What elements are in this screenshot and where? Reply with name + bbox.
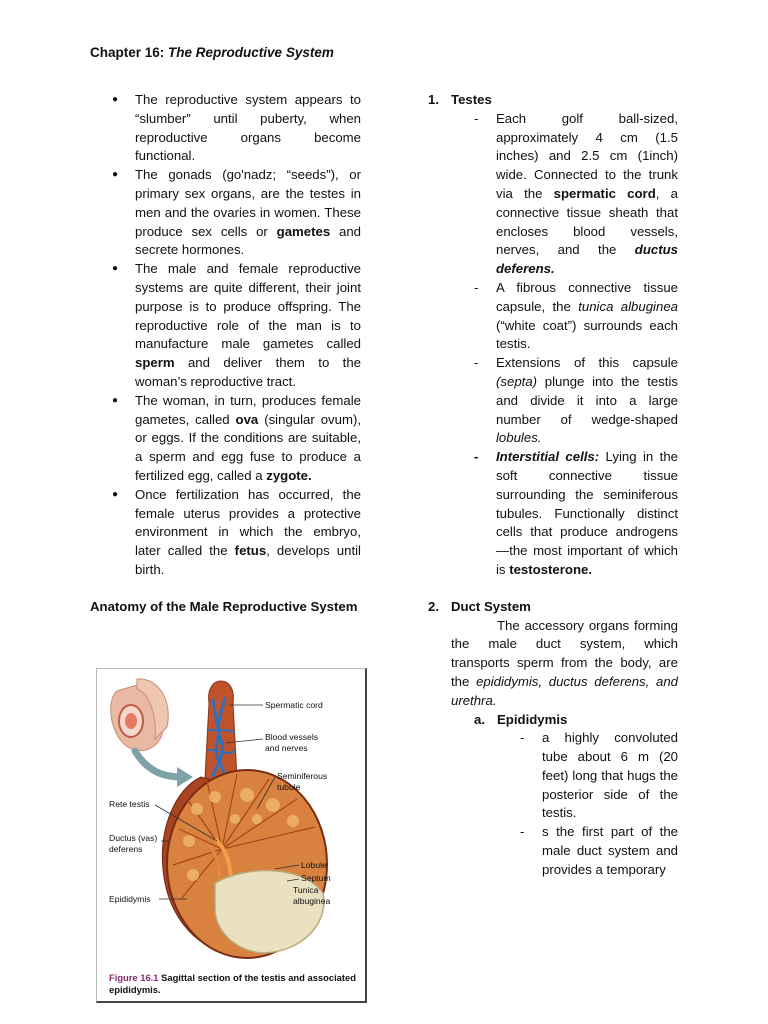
label-epididymis: Epididymis <box>109 894 151 904</box>
left-column <box>90 91 361 617</box>
testes-list <box>428 110 678 580</box>
testis-illustration <box>97 669 363 969</box>
testes-item: - A fibrous connective tissue capsule, the tunica albuginea (“white coat”) surrounds each testis. <box>496 279 678 354</box>
epididymis-list <box>428 729 678 879</box>
label-rete-testis: Rete testis <box>109 799 150 809</box>
bullet-item: ● The reproductive system appears to “slumber” until puberty, when reproductive organs become functional. <box>90 91 361 166</box>
chapter-title: The Reproductive System <box>168 45 334 60</box>
epididymis-heading: a. Epididymis <box>474 711 568 727</box>
testes-item: - Extensions of this capsule (septa) plunge into the testis and divide it into a large number of wedge-shaped lobules. <box>496 354 678 448</box>
chapter-heading <box>90 45 334 60</box>
label-blood-vessels: Blood vessels <box>265 732 319 742</box>
figure-caption <box>109 972 359 996</box>
label-and-nerves: and nerves <box>265 743 308 753</box>
intro-bullet-list <box>90 91 361 580</box>
testes-heading: 1. Testes <box>428 92 492 107</box>
figure-number: Figure 16.1 <box>109 972 159 983</box>
bullet-item: ● The woman, in turn, produces female gametes, called ova (singular ovum), or eggs. If the conditions are suitable, a sperm and egg fuse to produce a fertilized egg, called a zygote. <box>90 392 361 486</box>
chapter-number: Chapter 16: <box>90 45 165 60</box>
bullet-item: ● Once fertilization has occurred, the female uterus provides a protective environment in which the embryo, later called the fetus, develops until birth. <box>90 486 361 580</box>
duct-system-intro: The accessory organs forming the male duct system, which transports sperm from the body, are the epididymis, ductus deferens, and urethra. <box>451 617 679 708</box>
duct-system-heading: 2. Duct System <box>428 598 531 614</box>
label-lobule: Lobule <box>301 860 327 870</box>
label-seminiferous: Seminiferous <box>277 771 328 781</box>
epididymis-item: - a highly convoluted tube about 6 m (20 feet) long that hugs the posterior side of the testis. <box>542 729 678 823</box>
testes-item: - Each golf ball-sized, approximately 4 cm (1.5 inches) and 2.5 cm (1inch) wide. Connected to the trunk via the spermatic cord, a connective tissue sheath that encloses blood vessels, nerves, and the ductus deferens. <box>496 110 678 279</box>
label-tunica: Tunica <box>293 885 319 895</box>
label-albuginea: albuginea <box>293 896 331 906</box>
label-spermatic-cord: Spermatic cord <box>265 700 323 710</box>
label-tubule: tubule <box>277 782 301 792</box>
figure-caption-text: Sagittal section of the testis and associated epididymis. <box>109 972 356 995</box>
figure-testis-section <box>96 668 367 1003</box>
epididymis-item: - s the first part of the male duct system and provides a temporary <box>542 823 678 879</box>
anatomy-heading: Anatomy of the Male Reproductive System <box>90 598 358 614</box>
inset-body-icon <box>111 679 169 751</box>
right-column <box>428 91 678 880</box>
label-ductus: Ductus (vas) <box>109 833 158 843</box>
label-deferens: deferens <box>109 844 143 854</box>
bullet-item: ● The male and female reproductive systems are quite different, their joint purpose is to produce offspring. The reproductive role of the man is to manufacture male gametes called sperm and deliver them to the woman’s reproductive tract. <box>90 260 361 392</box>
label-septum: Septum <box>301 873 331 883</box>
testes-item: - Interstitial cells: Lying in the soft connective tissue surrounding the seminiferous tubules. Functionally distinct cells that produce androgens—the most important of which is testosterone. <box>496 448 678 580</box>
bullet-item: ● The gonads (go'nadz; “seeds”), or primary sex organs, are the testes in men and the ovaries in women. These produce sex cells or gametes and secrete hormones. <box>90 166 361 260</box>
